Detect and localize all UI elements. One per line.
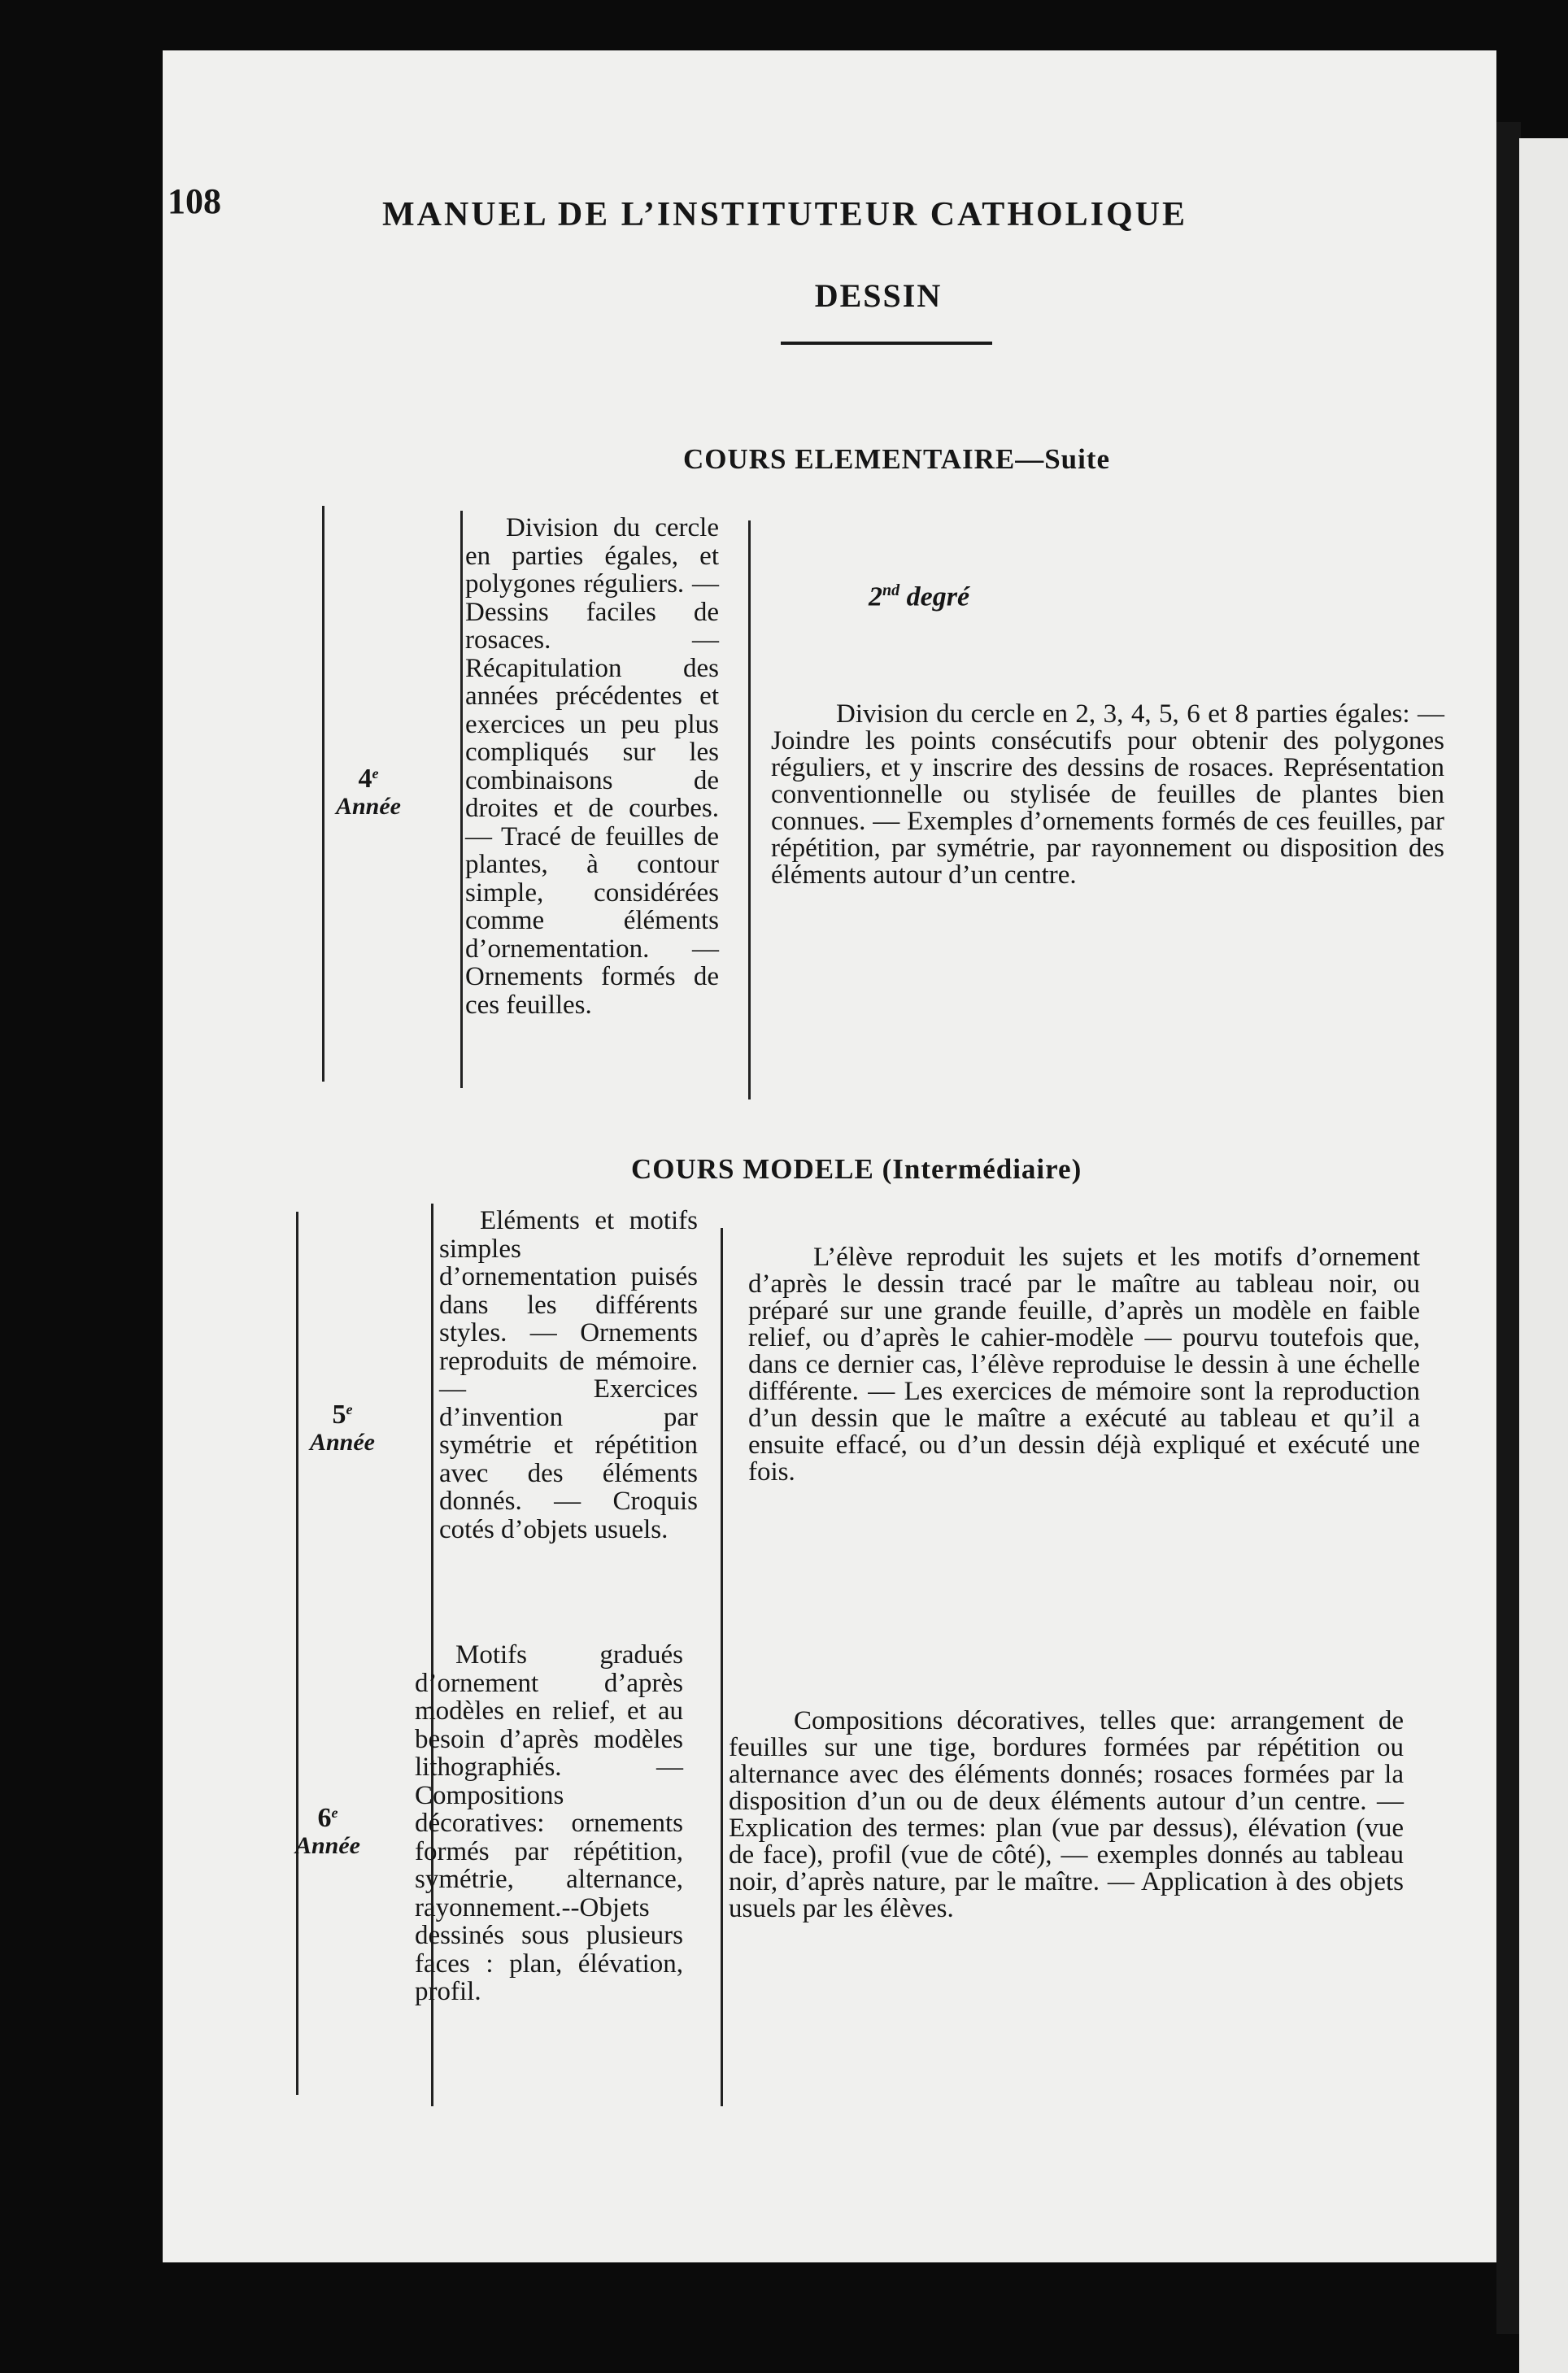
detail-text: [729, 1708, 1404, 1922]
year-word: Année: [294, 1831, 360, 1859]
program-paragraph: Motifs gradués d’ornement d’après modèles en relief, et au besoin d’après modèles lithographiés. — Compositions décoratives: ornements formés par répétition, symétrie, alternance, rayonnement.--Objets dessinés sous plusieurs faces : plan, élévation, profil.: [415, 1640, 683, 2006]
page-edge-shadow: [1496, 122, 1521, 2334]
column-line: [460, 511, 463, 1088]
title-rule: [781, 342, 992, 345]
section-title-elementaire: COURS ELEMENTAIRE—Suite: [683, 443, 1111, 475]
program-paragraph: Eléments et motifs simples d’ornementation puisés dans les différents styles. — Ornements reproduits de mémoire. — Exercices d’invention par symétrie et répétition avec des éléments donnés. — Croquis cotés d’objets usuels.: [439, 1206, 698, 1544]
year-label: [275, 1804, 381, 1858]
column-line: [721, 1228, 723, 2106]
year-label: [316, 764, 421, 819]
degree-heading: [869, 581, 969, 612]
detail-paragraph: Compositions décoratives, telles que: arrangement de feuilles sur une tige, bordures formées par répétition ou alternance avec des éléments donnés; rosaces formées par la disposition d’un ou de deux éléments autour d’un centre. — Explication des termes: plan (vue par dessus), élévation (vue de face), profil (vue de côté), — exemples donnés au tableau noir, d’après nature, par le maître. — Application à des objets usuels par les élèves.: [729, 1706, 1404, 1923]
year-label: [290, 1400, 395, 1455]
program-text: [465, 514, 719, 1019]
detail-text: [771, 701, 1444, 889]
detail-paragraph: L’élève reproduit les sujets et les motifs d’ornement d’après le dessin tracé par le maître au tableau noir, ou préparé sur une grande feuille, d’après un modèle en faible relief, ou d’après le cahier-modèle — pourvu toutefois que, dans ce dernier cas, l’élève reproduise le dessin à une échelle différente. — Les exercices de mémoire sont la reproduction d’un dessin que le maître a exécuté au tableau et qu’il a ensuite effacé, ou d’un dessin déjà expliqué et exécuté une fois.: [748, 1243, 1420, 1487]
degree-word: degré: [906, 581, 970, 612]
degree-suffix: nd: [882, 581, 900, 599]
year-suffix: e: [372, 765, 379, 782]
year-suffix: e: [331, 1805, 338, 1821]
margin-line: [296, 1212, 298, 2095]
degree-number: 2: [869, 581, 882, 612]
year-number: 5: [332, 1400, 346, 1430]
next-page-strip: [1519, 138, 1568, 2373]
year-number: 6: [317, 1803, 332, 1833]
year-number: 4: [358, 764, 372, 794]
running-head: MANUEL DE L’INSTITUTEUR CATHOLIQUE: [382, 196, 1188, 233]
program-paragraph: Division du cercle en parties égales, et polygones réguliers. — Dessins faciles de rosaces. — Récapitulation des années précédentes et exercices un peu plus compliqués sur les combinaisons de droites et de courbes. — Tracé de feuilles de plantes, à contour simple, considérées comme éléments d’ornementation. — Ornements formés de ces feuilles.: [465, 513, 719, 1020]
detail-paragraph: Division du cercle en 2, 3, 4, 5, 6 et 8 parties égales: — Joindre les points consécutifs pour obtenir des polygones réguliers, et y inscrire des dessins de rosaces. Représentation conventionnelle ou stylisée de feuilles de plantes bien connues. — Exemples d’ornements formés de ces feuilles, par répétition, par symétrie, par rayonnement ou disposition des éléments autour d’un centre.: [771, 699, 1444, 890]
subject-title: DESSIN: [814, 277, 943, 314]
column-line: [748, 520, 751, 1099]
section-title-modele: COURS MODELE (Intermédiaire): [631, 1153, 1082, 1185]
program-text: [415, 1641, 683, 2006]
year-word: Année: [335, 792, 401, 820]
year-word: Année: [309, 1428, 375, 1456]
detail-text: [748, 1244, 1420, 1486]
program-text: [439, 1207, 698, 1544]
year-suffix: e: [346, 1401, 353, 1417]
page-number: 108: [168, 181, 221, 221]
